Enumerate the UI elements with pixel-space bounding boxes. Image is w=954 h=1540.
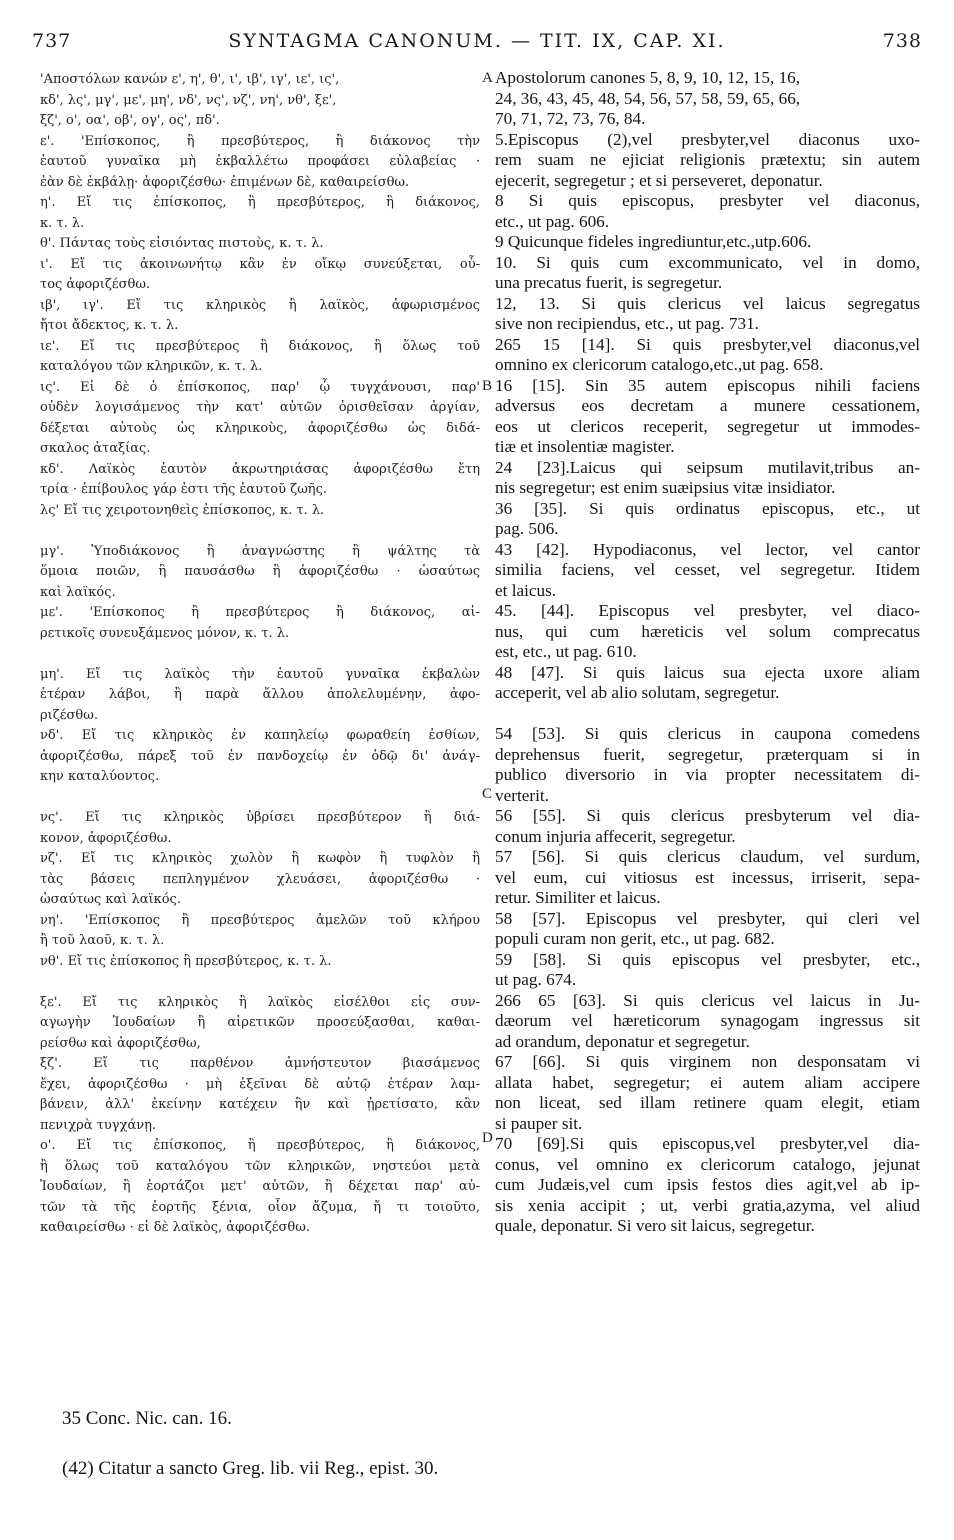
text-line: κ. τ. λ. [40, 215, 85, 231]
text-line: 59 [58]. Si quis episcopus vel presbyter, etc., [495, 949, 920, 969]
text-line: Ἰουδαίων, ἢ ἑορτάζοι μετ' αὐτῶν, ἢ δέχεται παρ' αὐ- [40, 1179, 480, 1194]
text-line: λς' Εἴ τις χειροτονηθεὶς ἐπίσκοπος, κ. τ. λ. [40, 502, 325, 518]
text-line: νζ'. Εἴ τις κληρικὸς χωλὸν ἢ κωφὸν ἢ τυφλὸν ἢ [40, 851, 480, 866]
text-line: conum injuria affecerit, segregetur. [495, 826, 736, 846]
text-line: ιβ', ιγ'. Εἴ τις κληρικὸς ἢ λαϊκὸς, ἀφωρισμένος [40, 297, 480, 313]
running-header [32, 30, 922, 64]
text-line: omnino ex clericorum catalogo,etc.,ut pag. 658. [495, 355, 824, 374]
text-line: σκαλος ἀταξίας. [40, 441, 151, 456]
text-line: νη'. 'Επίσκοπος ἢ πρεσβύτερος ἀμελῶν τοῦ κλήρου [40, 912, 480, 928]
text-line: 57 [56]. Si quis clericus claudum, vel surdum, [495, 847, 920, 866]
text-line: ἤτοι ἄδεκτος, κ. τ. λ. [40, 318, 179, 333]
blank-line [495, 704, 920, 725]
text-line: acceperit, vel ab alio solutam, segregetur. [495, 683, 780, 702]
text-line: 9 Quicunque fideles ingrediuntur,etc.,utp.606. [495, 232, 812, 251]
text-line: deprehensus fuerit, segregetur, præterquam si in [495, 744, 920, 764]
text-line: similia faciens, vel cesset, vel segregetur. Itidem [495, 560, 920, 579]
text-line: 24, 36, 43, 45, 48, 54, 56, 57, 58, 59, 65, 66, [495, 88, 801, 108]
text-line: est, etc., ut pag. 610. [495, 642, 637, 661]
text-line: τος ἀφοριζέσθω. [40, 277, 151, 292]
text-line: 36 [35]. Si quis ordinatus episcopus, etc., ut [495, 498, 920, 518]
text-line: ξζ'. Εἴ τις παρθένον ἀμνήστευτον βιασάμενος [40, 1056, 480, 1071]
text-line: cum Judæis,vel cum ipsis festos dies agit,vel ab ip- [495, 1175, 920, 1194]
text-line: 48 [47]. Si quis laicus sua ejecta uxore aliam [495, 662, 920, 682]
text-line: πενιχρὰ τυγχάνῃ. [40, 1117, 157, 1133]
text-line: nus, qui cum hæreticis vel solum comprecatus [495, 621, 920, 641]
text-line: κην καταλύοντος. [40, 769, 160, 784]
text-line: ις'. Εἰ δὲ ὁ ἐπίσκοπος, παρ' ᾧ τυγχάνουσι, παρ' [40, 379, 480, 395]
text-line: adversus eos decretam a munere cessationem, [495, 396, 920, 415]
text-line: ἑτέραν λάβοι, ἢ παρὰ ἄλλου ἀπολελυμένην, ἀφο- [40, 687, 480, 702]
text-line: una precatus fuerit, is segregetur. [495, 273, 723, 292]
text-line: θ'. Πάντας τοὺς εἰσιόντας πιστοὺς, κ. τ. λ. [40, 236, 324, 251]
right-page-number: 738 [882, 30, 922, 52]
margin-marker-d: D [482, 1130, 493, 1146]
text-line: sis xenia accipit ; ut, verbi gratia,azyma, vel aliud [495, 1195, 920, 1215]
text-line: 56 [55]. Si quis clericus presbyterum vel dia- [495, 806, 920, 825]
text-line: μη'. Εἴ τις λαϊκὸς τὴν ἑαυτοῦ γυναῖκα ἐκβαλὼν [40, 666, 480, 682]
blank-line [40, 644, 480, 665]
text-line: η'. Εἴ τις ἐπίσκοπος, ἢ πρεσβύτερος, ἢ διάκονος, [40, 195, 480, 210]
text-line: 45. [44]. Episcopus vel presbyter, vel diaco- [495, 601, 920, 620]
text-line: ι'. Εἴ τις ἀκοινωνήτῳ κἂν ἐν οἴκῳ συνεύξεται, οὗ- [40, 256, 480, 272]
text-line: τρία · ἐπίβουλος γάρ ἐστι τῆς ἑαυτοῦ ζωῆς. [40, 482, 327, 497]
margin-marker-c: C [482, 786, 493, 802]
text-line: rem suam ne ejiciat religionis prætextu; sin autem [495, 150, 920, 169]
margin-marker-b: B [482, 378, 493, 394]
footnote: (42) Citatur a sancto Greg. lib. vii Reg., epist. 30. [62, 1458, 439, 1479]
text-line: ὡσαύτως καὶ λαϊκός. [40, 892, 181, 907]
text-line: 'Αποστόλων κανών ε', η', θ', ι', ιβ', ιγ', ιε', ις', [40, 72, 340, 87]
text-line: οὐδὲν λογισάμενος τὴν κατ' αὐτῶν ὁρισθεῖσαν ἀργίαν, [40, 400, 480, 415]
text-line: αγωγὴν Ἰουδαίων ἢ αἱρετικῶν προσεύξασθαι, καθαι- [40, 1015, 480, 1030]
text-line: ut pag. 674. [495, 970, 577, 989]
text-line: με'. 'Επίσκοπος ἢ πρεσβύτερος ἢ διάκονος, αἱ- [40, 605, 480, 620]
text-line: ὅμοια ποιῶν, ἢ παυσάσθω ἢ ἀφοριζέσθω · ὡσαύτως [40, 564, 480, 579]
running-title: SYNTAGMA CANONUM. — TIT. IX, CAP. XI. [228, 30, 726, 52]
text-line: δέξεται αὐτοὺς ὡς κληρικοὺς, ἀφοριζέσθω ὡς διδά- [40, 420, 480, 436]
text-line: 8 Si quis episcopus, presbyter vel diaconus, [495, 191, 920, 210]
text-line: pag. 506. [495, 519, 559, 538]
text-line: ιε'. Εἴ τις πρεσβύτερος ἢ διάκονος, ἢ ὅλως τοῦ [40, 338, 480, 354]
text-line: ἀφοριζέσθω, πάρεξ τοῦ ἐν πανδοχείῳ ἐν ὁδῷ δι' ἀνάγ- [40, 748, 480, 764]
text-line: ρετικοῖς συνευξάμενος μόνον, κ. τ. λ. [40, 625, 290, 641]
text-line: 54 [53]. Si quis clericus in caupona comedens [495, 724, 920, 743]
text-line: 16 [15]. Sin 35 autem episcopus nihili faciens [495, 375, 920, 395]
text-line: ad orandum, deponatur et segregetur. [495, 1031, 750, 1051]
text-line: 24 [23].Laicus qui seipsum mutilavit,tribus an- [495, 457, 920, 477]
text-line: 10. Si quis cum excommunicato, vel in domo, [495, 252, 920, 272]
margin-marker-a: A [482, 70, 493, 86]
left-page-number: 737 [32, 30, 72, 52]
text-line: 67 [66]. Si quis virginem non desponsatam vi [495, 1052, 920, 1071]
text-line: καὶ λαϊκός. [40, 584, 116, 600]
text-line: conus, vel omnino ex clericorum catalogo, jejunat [495, 1154, 920, 1174]
blank-line [40, 788, 480, 809]
text-line: allata habet, segregetur; ei autem aliam accipere [495, 1072, 920, 1092]
text-line: ἢ τοῦ λαοῦ, κ. τ. λ. [40, 933, 165, 948]
text-line: si pauper sit. [495, 1113, 583, 1133]
blank-line [40, 521, 480, 542]
text-line: ξε'. Εἴ τις κληρικὸς ἢ λαϊκὸς εἰσέλθοι εἰς συν- [40, 994, 480, 1010]
text-line: ἑαυτοῦ γυναῖκα μὴ ἐκβαλλέτω προφάσει εὐλαβείας · [40, 154, 480, 169]
text-line: 43 [42]. Hypodiaconus, vel lector, vel cantor [495, 539, 920, 559]
text-line: 265 15 [14]. Si quis presbyter,vel diaconus,vel [495, 334, 920, 354]
text-line: retur. Similiter et laicus. [495, 888, 661, 907]
text-line: νς'. Εἴ τις κληρικὸς ὑβρίσει πρεσβύτερον ἢ διά- [40, 810, 480, 825]
text-line: tiæ et insolentiæ magister. [495, 437, 675, 456]
text-line: et laicus. [495, 580, 557, 600]
text-line: 12, 13. Si quis clericus vel laicus segregatus [495, 293, 920, 313]
text-line: νθ'. Εἴ τις ἐπίσκοπος ἢ πρεσβύτερος, κ. τ. λ. [40, 953, 332, 969]
text-line: eos ut clericos receperit, segregetur ut immodes- [495, 416, 920, 436]
text-line: 70 [69].Si quis episcopus,vel presbyter,vel dia- [495, 1134, 920, 1153]
text-line: καταλόγου τῶν κληρικῶν, κ. τ. λ. [40, 359, 263, 374]
text-line: ρείσθω καὶ ἀφοριζέσθω, [40, 1035, 201, 1051]
text-line: ejecerit, segregetur ; et si perseveret, deponatur. [495, 170, 823, 190]
text-line: τὰς βάσεις πεπληγμένον χλευάσει, ἀφοριζέσθω · [40, 871, 480, 887]
text-line: ξζ', ο', οα', οβ', ογ', ος', πδ'. [40, 113, 220, 128]
greek-column [40, 70, 480, 1239]
latin-column [495, 68, 920, 1237]
text-line: etc., ut pag. 606. [495, 211, 610, 231]
text-line: βάνειν, ἀλλ' ἐκείνην κατέχειν ἣν καὶ ᾑρετίσατο, κἂν [40, 1097, 480, 1112]
text-line: καθαιρείσθω · εἰ δὲ λαϊκὸς, ἀφοριζέσθω. [40, 1220, 310, 1235]
text-line: populi curam non gerit, etc., ut pag. 682. [495, 929, 775, 948]
text-line: verterit. [495, 785, 549, 805]
text-line: publico diversorio in via propter necessitatem di- [495, 765, 920, 784]
text-line: κονον, ἀφοριζέσθω. [40, 830, 172, 846]
text-line: νδ'. Εἴ τις κληρικὸς ἐν καπηλείῳ φωραθείη ἐσθίων, [40, 728, 480, 743]
text-line: nis segregetur; est enim suæipsius vitæ insidiator. [495, 478, 836, 497]
text-line: μγ'. Ὑποδιάκονος ἢ ἀναγνώστης ἢ ψάλτης τὰ [40, 543, 480, 559]
text-line: κδ'. Λαϊκὸς ἑαυτὸν ἀκρωτηριάσας ἀφοριζέσθω ἔτη [40, 461, 480, 477]
text-line: vel eum, cui vitiosus est incessus, irriserit, sepa- [495, 867, 920, 887]
text-line: ἢ ὅλως τοῦ καταλόγου τῶν κληρικῶν, νηστεύοι μετὰ [40, 1158, 480, 1174]
text-line: 58 [57]. Episcopus vel presbyter, qui cleri vel [495, 908, 920, 928]
text-line: ριζέσθω. [40, 707, 98, 723]
text-line: non liceat, sed illam retinere quam elegit, etiam [495, 1093, 920, 1112]
text-line: ε'. 'Επίσκοπος, ἢ πρεσβύτερος, ἢ διάκονος τὴν [40, 133, 480, 149]
text-line: sive non recipiendus, etc., ut pag. 731. [495, 314, 759, 333]
text-line: ἔχει, ἀφοριζέσθω · μὴ ἐξεῖναι δὲ αὐτῷ ἑτέραν λαμ- [40, 1076, 480, 1092]
text-line: ο'. Εἴ τις ἐπίσκοπος, ἢ πρεσβύτερος, ἢ διάκονος, [40, 1138, 480, 1153]
text-line: 5.Episcopus (2),vel presbyter,vel diaconus uxo- [495, 129, 920, 149]
text-line: τῶν τὰ τῆς ἑορτῆς ξένια, οἷον ἄζυμα, ἤ τι τοιοῦτο, [40, 1199, 480, 1215]
text-line: ἐὰν δὲ ἐκβάλῃ· ἀφοριζέσθω· ἐπιμένων δὲ, καθαιρείσθω. [40, 174, 410, 190]
text-line: dæorum vel hæreticorum synagogam ingressus sit [495, 1011, 920, 1030]
blank-line [40, 972, 480, 993]
text-line: quale, deponatur. Si vero sit laicus, segregetur. [495, 1216, 815, 1235]
text-line: 266 65 [63]. Si quis clericus vel laicus in Ju- [495, 990, 920, 1010]
text-line: 70, 71, 72, 73, 76, 84. [495, 109, 646, 128]
text-line: κδ', λς', μγ', με', μη', νδ', νς', νζ', νη', νθ', ξε', [40, 92, 337, 108]
footnote: 35 Conc. Nic. can. 16. [62, 1408, 232, 1429]
text-line: Apostolorum canones 5, 8, 9, 10, 12, 15, 16, [495, 68, 801, 87]
